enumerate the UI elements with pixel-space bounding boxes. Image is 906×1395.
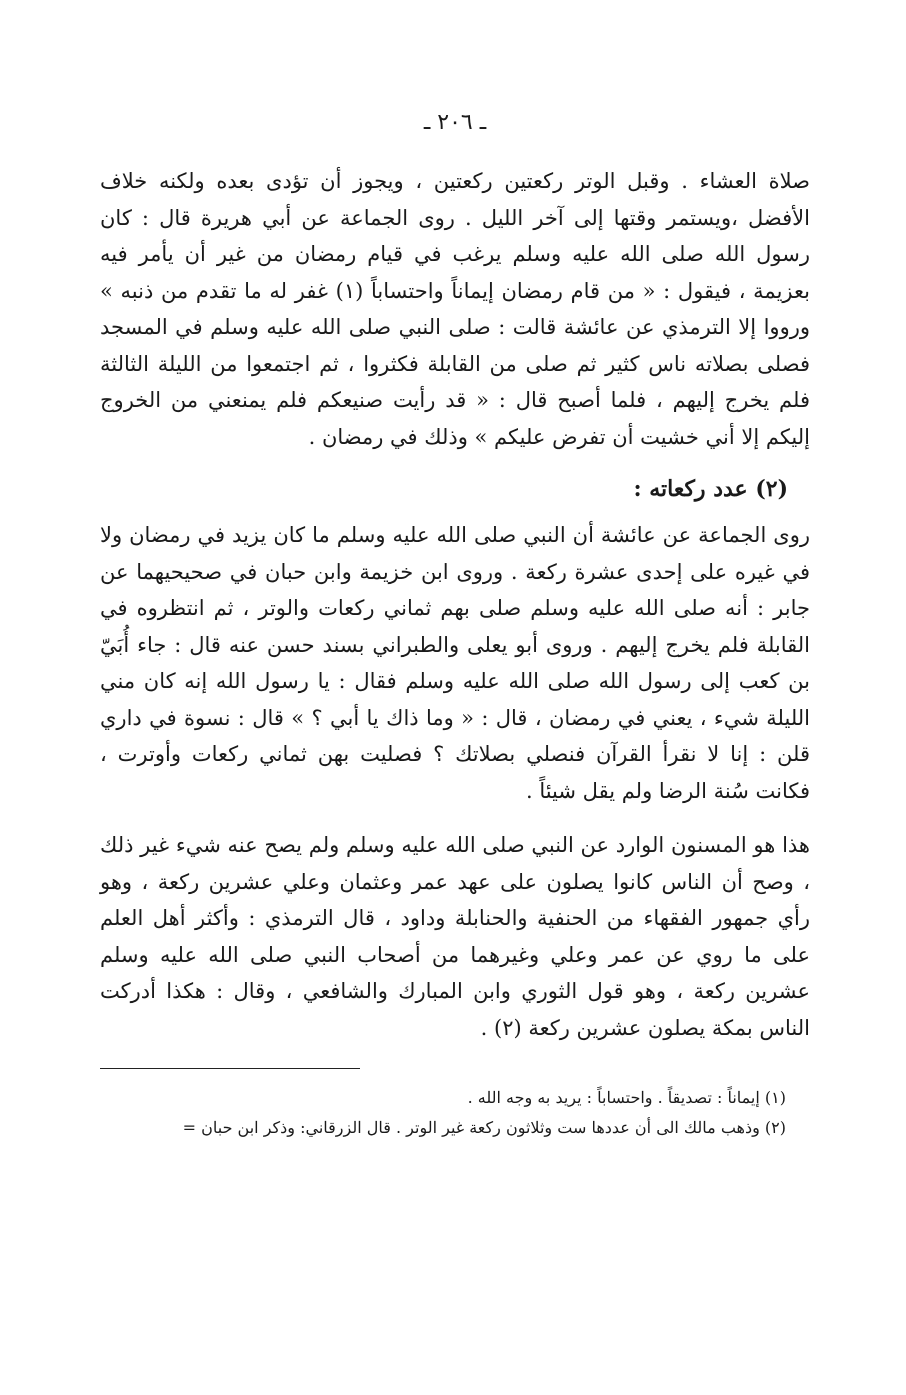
footnote-separator <box>100 1068 360 1069</box>
book-page <box>100 110 810 1143</box>
paragraph-taraweeh-timing: صلاة العشاء . وقبل الوتر ركعتين ركعتين ، ويجوز أن تؤدى بعده ولكنه خلاف الأفضل ،ويستمر وقتها إلى آخر الليل . روى الجماعة عن أبي هريرة قال : كان رسول الله صلى الله عليه وسلم يرغب في قيام رمضان من غير أن يأمر فيه بعزيمة ، فيقول : « من قام رمضان إيماناً واحتساباً (١) غفر له ما تقدم من ذنبه » ورووا إلا الترمذي عن عائشة قالت : صلى النبي صلى الله عليه وسلم في المسجد فصلى بصلاته ناس كثير ثم صلى من القابلة فكثروا ، ثم اجتمعوا من الليلة الثالثة فلم يخرج إليهم ، فلما أصبح قال : « قد رأيت صنيعكم فلم يمنعني من الخروج إليكم إلا أني خشيت أن تفرض عليكم » وذلك في رمضان . <box>100 169 810 449</box>
paragraph-rakat-hadith: روى الجماعة عن عائشة أن النبي صلى الله عليه وسلم ما كان يزيد في رمضان ولا في غيره على إحدى عشرة ركعة . وروى ابن خزيمة وابن حبان في صحيحيهما عن جابر : أنه صلى الله عليه وسلم صلى بهم ثماني ركعات والوتر ، ثم انتظروه في القابلة فلم يخرج إليهم . وروى أبو يعلى والطبراني بسند حسن عنه قال : جاء أُبَيّ بن كعب إلى رسول الله صلى الله عليه وسلم فقال : يا رسول الله إنه كان مني الليلة شيء ، يعني في رمضان ، قال : « وما ذاك يا أبي ؟ » قال : نسوة في داري قلن : إنا لا نقرأ القرآن فنصلي بصلاتك ؟ فصليت بهن ثماني ركعات وأوترت ، فكانت سُنة الرضا ولم يقل شيئاً . <box>100 523 810 803</box>
footnote-2: (٢) وذهب مالك الى أن عددها ست وثلاثون ركعة غير الوتر . قال الزرقاني: وذكر ابن حبان = <box>182 1118 786 1137</box>
page-number: ـ ٢٠٦ ـ <box>423 110 487 135</box>
footnote-1: (١) إيماناً : تصديقاً . واحتساباً : يريد به وجه الله . <box>467 1088 786 1107</box>
section-heading-rakat-count: (٢) عدد ركعاته : <box>633 476 788 502</box>
paragraph-sunnah-practice: هذا هو المسنون الوارد عن النبي صلى الله عليه وسلم ولم يصح عنه شيء غير ذلك ، وصح أن الناس كانوا يصلون على عهد عمر وعثمان وعلي عشرين ركعة ، وهو رأي جمهور الفقهاء من الحنفية والحنابلة وداود ، قال الترمذي : وأكثر أهل العلم على ما روي عن عمر وعلي وغيرهما من أصحاب النبي صلى الله عليه وسلم عشرين ركعة ، وهو قول الثوري وابن المبارك والشافعي ، وقال : هكذا أدركت الناس بمكة يصلون عشرين ركعة (٢) . <box>100 833 810 1040</box>
